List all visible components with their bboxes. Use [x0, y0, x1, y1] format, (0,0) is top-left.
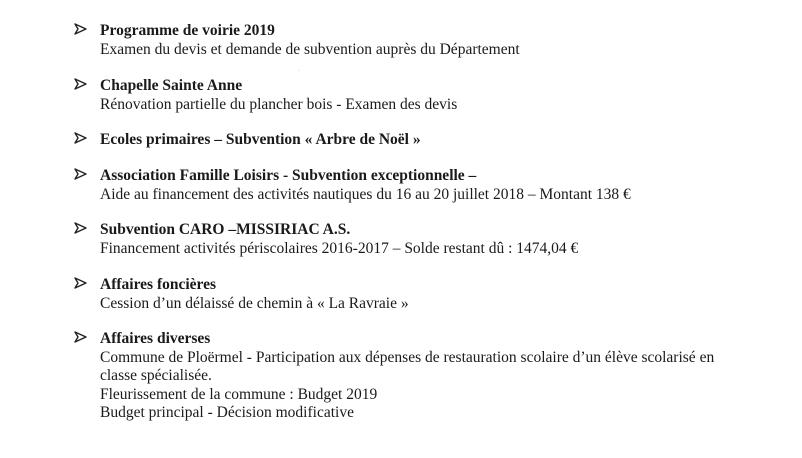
item-title: Programme de voirie 2019 — [100, 22, 275, 39]
item-title: Ecoles primaires – Subvention « Arbre de Noël » — [100, 131, 421, 148]
item-detail: Commune de Ploërmel - Participation aux dépenses de restauration scolaire d’un élève scolarisé en classe spécialisée. — [100, 348, 715, 384]
agenda-item-ecoles — [74, 131, 782, 150]
item-detail: Examen du devis et demande de subvention auprès du Département — [100, 40, 520, 58]
item-detail: Cession d’un délaissé de chemin à « La Ravraie » — [100, 294, 409, 312]
agenda-item-association — [74, 167, 782, 204]
item-title: Affaires foncières — [100, 276, 217, 293]
item-detail: Financement activités périscolaires 2016-2017 – Solde restant dû : 1474,04 € — [100, 239, 579, 257]
agenda-item-subvention-caro — [74, 221, 782, 258]
agenda-item-affaires-diverses — [74, 330, 782, 423]
item-detail: Aide au financement des activités nautiques du 16 au 20 juillet 2018 – Montant 138 € — [100, 185, 631, 203]
item-detail: Fleurissement de la commune : Budget 2019 — [100, 385, 378, 403]
item-title: Chapelle Sainte Anne — [100, 77, 243, 94]
scan-speck: · — [298, 68, 300, 74]
arrowhead-bullet-icon — [74, 330, 92, 348]
arrowhead-bullet-icon — [74, 22, 92, 40]
agenda-item-affaires-foncieres — [74, 276, 782, 313]
item-detail: Rénovation partielle du plancher bois - Examen des devis — [100, 95, 458, 113]
arrowhead-bullet-icon — [74, 167, 92, 185]
arrowhead-bullet-icon — [74, 77, 92, 95]
agenda-item-programme-voirie — [74, 22, 782, 59]
arrowhead-bullet-icon — [74, 131, 92, 149]
arrowhead-bullet-icon — [74, 276, 92, 294]
item-title: Subvention CARO –MISSIRIAC A.S. — [100, 221, 351, 238]
arrowhead-bullet-icon — [74, 221, 92, 239]
item-detail: Budget principal - Décision modificative — [100, 404, 354, 421]
item-title: Affaires diverses — [100, 330, 211, 347]
agenda-item-chapelle — [74, 77, 782, 114]
item-title: Association Famille Loisirs - Subvention exceptionnelle – — [100, 167, 477, 184]
